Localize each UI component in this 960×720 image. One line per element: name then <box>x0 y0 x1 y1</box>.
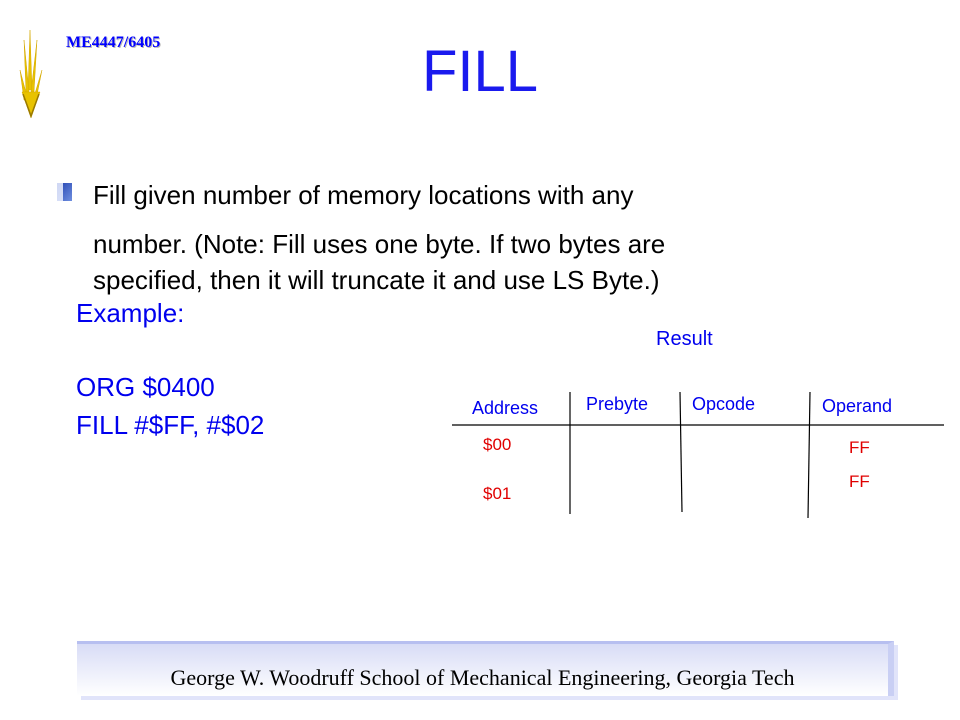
bullet-line-2: number. (Note: Fill uses one byte. If two bytes are <box>93 229 666 259</box>
column-header-opcode: Opcode <box>692 394 756 414</box>
column-header-operand: Operand <box>822 396 893 416</box>
result-caption: Result <box>656 328 713 350</box>
row-2-address: $01 <box>483 484 512 503</box>
row-2-operand: FF <box>849 472 870 491</box>
footer-text: George W. Woodruff School of Mechanical Engineering, Georgia Tech <box>170 665 795 690</box>
course-code: ME4447/6405 <box>66 34 161 51</box>
column-header-prebyte: Prebyte <box>586 394 649 414</box>
column-header-address: Address <box>472 398 539 418</box>
bullet-line-3: specified, then it will truncate it and use LS Byte.) <box>93 265 660 295</box>
footer-banner <box>77 641 894 696</box>
slide-title: FILL <box>421 39 539 104</box>
row-1-operand: FF <box>849 438 870 457</box>
example-label: Example: <box>76 298 185 328</box>
example-code-line-1: ORG $0400 <box>76 372 215 402</box>
example-code-line-2: FILL #$FF, #$02 <box>76 410 265 440</box>
column-divider-3 <box>808 392 810 518</box>
column-divider-2 <box>680 392 682 512</box>
row-1-address: $00 <box>483 435 512 454</box>
bullet-line-1: Fill given number of memory locations with any <box>93 180 634 210</box>
